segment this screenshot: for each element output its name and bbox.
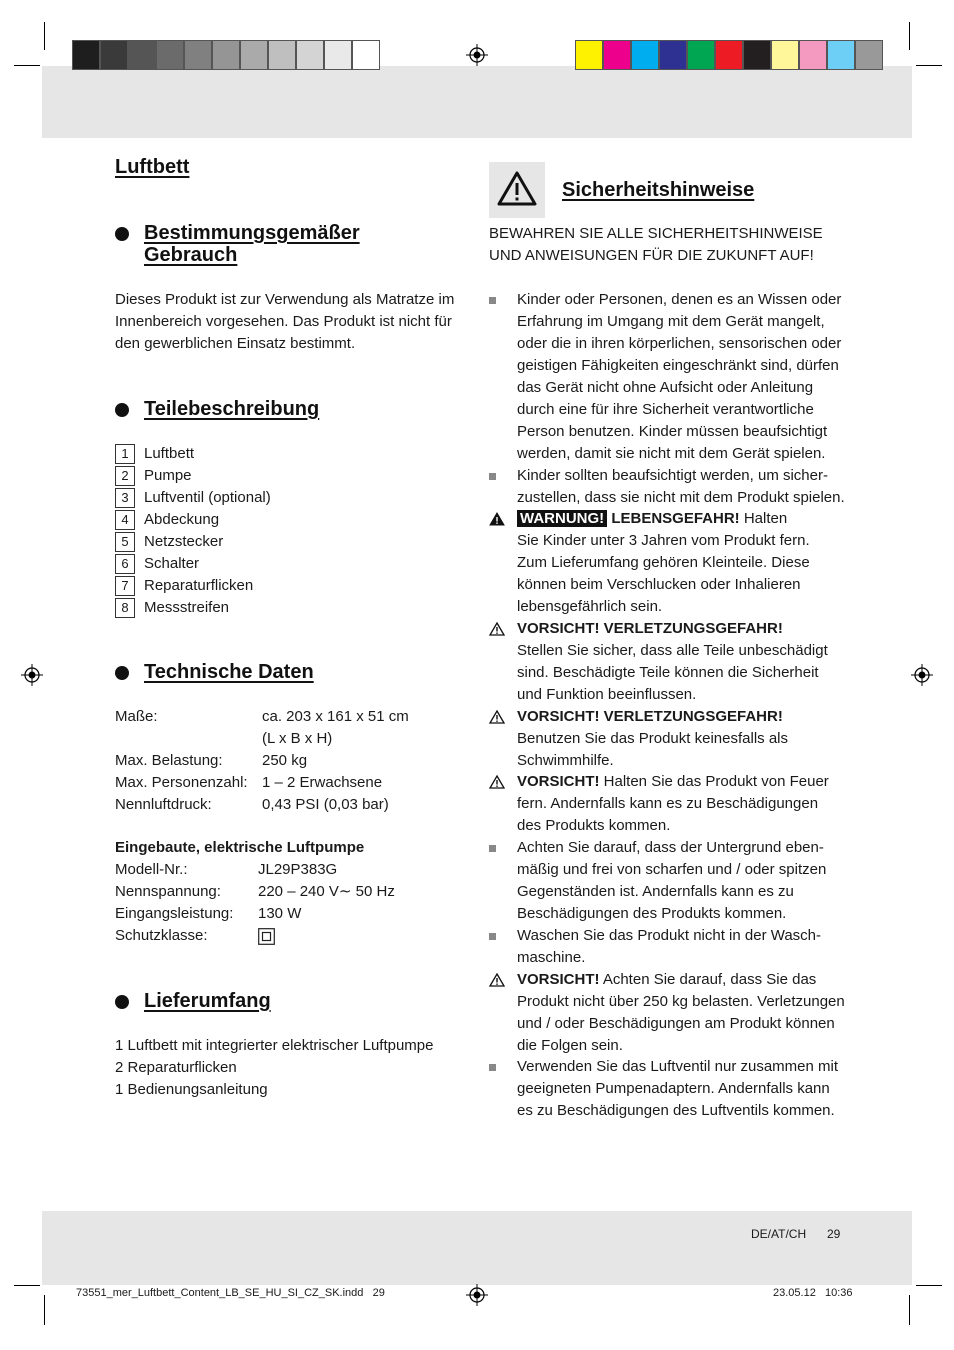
text-line: Achten Sie darauf, dass der Untergrund eben- <box>517 839 824 856</box>
text-line: durch eine für ihre Sicherheit verantwortliche <box>517 401 814 418</box>
registration-mark-icon <box>911 664 933 686</box>
crop-mark <box>44 1295 45 1325</box>
text-line: Sie Kinder unter 3 Jahren vom Produkt fern. <box>517 532 810 549</box>
table-row <box>115 903 475 925</box>
spec-value: 130 W <box>258 905 302 922</box>
safety-text <box>517 925 849 969</box>
warning-label: VORSICHT! <box>517 773 600 790</box>
spec-key: Nennluftdruck: <box>115 796 212 813</box>
part-number: 7 <box>115 576 135 596</box>
list-item <box>489 1056 849 1122</box>
color-swatch <box>296 40 324 70</box>
part-number: 1 <box>115 444 135 464</box>
header-band <box>42 66 912 138</box>
intended-use-heading-line1: Bestimmungsgemäßer <box>144 222 360 244</box>
text-line: fern. Andernfalls kann es zu Beschädigungen <box>517 795 819 812</box>
spec-value: 220 – 240 V∼ 50 Hz <box>258 883 395 900</box>
table-row <box>115 925 475 947</box>
list-item <box>115 553 271 575</box>
intended-use-heading-line2: Gebrauch <box>144 244 238 266</box>
warning-label: VORSICHT! <box>517 971 600 988</box>
warning-triangle-icon <box>489 622 505 636</box>
list-item <box>115 509 271 531</box>
spec-key: Schutzklasse: <box>115 927 208 944</box>
text-line: mäßig und frei von scharfen und / oder spitzen <box>517 861 827 878</box>
list-item <box>115 597 271 619</box>
text-line: geistigen Fähigkeiten eingeschränkt sind, dürfen <box>517 357 839 374</box>
part-label: Netzstecker <box>144 533 224 550</box>
text-line: können beim Verschlucken oder Inhalieren <box>517 576 801 593</box>
text-line: Kinder oder Personen, denen es an Wissen oder <box>517 291 842 308</box>
text-line: zustellen, dass sie nicht mit dem Produkt spielen. <box>517 489 845 506</box>
color-swatch <box>324 40 352 70</box>
warning-tag: WARNUNG! <box>517 510 607 527</box>
section-bullet <box>115 403 129 417</box>
table-row <box>115 728 475 750</box>
color-swatch <box>268 40 296 70</box>
intended-use-text <box>115 289 475 355</box>
part-label: Reparaturflicken <box>144 577 254 594</box>
list-item <box>489 925 849 969</box>
text-line: Waschen Sie das Produkt nicht in der Wasch- <box>517 927 822 944</box>
part-label: Luftbett <box>144 445 195 462</box>
color-scale-bar <box>575 40 883 70</box>
text-line: maschine. <box>517 949 586 966</box>
list-item <box>115 531 271 553</box>
safety-text <box>517 706 849 772</box>
spec-value: ca. 203 x 161 x 51 cm <box>262 708 409 725</box>
footer-date: 23.05.12 10:36 <box>773 1287 853 1299</box>
color-swatch <box>687 40 715 70</box>
tech-table <box>115 706 475 816</box>
safety-text <box>517 1056 849 1122</box>
text-line: es zu Beschädigungen des Luftventils kommen. <box>517 1102 835 1119</box>
scope-list <box>115 1035 475 1101</box>
list-item <box>115 575 271 597</box>
spec-key: Nennspannung: <box>115 883 221 900</box>
table-row <box>115 750 475 772</box>
square-bullet-icon <box>489 297 496 304</box>
table-row <box>115 859 475 881</box>
list-item <box>489 618 849 706</box>
crop-mark <box>909 22 910 50</box>
part-number: 6 <box>115 554 135 574</box>
section-bullet <box>115 995 129 1009</box>
safety-text <box>517 969 849 1057</box>
color-swatch <box>743 40 771 70</box>
list-item <box>489 465 849 509</box>
spec-key: Maße: <box>115 708 158 725</box>
table-row <box>115 794 475 816</box>
spec-key: Max. Belastung: <box>115 752 223 769</box>
text-line: des Produkts kommen. <box>517 817 671 834</box>
square-bullet-icon <box>489 473 496 480</box>
section-bullet <box>115 666 129 680</box>
safety-intro <box>489 223 849 267</box>
crop-mark <box>916 1285 942 1286</box>
color-swatch <box>799 40 827 70</box>
color-swatch <box>855 40 883 70</box>
registration-mark-icon <box>466 44 488 66</box>
text-line: Schwimmhilfe. <box>517 752 614 769</box>
color-swatch <box>659 40 687 70</box>
page-title: Luftbett <box>115 156 190 178</box>
text-line: das Gerät nicht ohne Aufsicht oder Anleitung <box>517 379 814 396</box>
text-line: UND ANWEISUNGEN FÜR DIE ZUKUNFT AUF! <box>489 247 814 264</box>
spec-value: 0,43 PSI (0,03 bar) <box>262 796 389 813</box>
color-swatch <box>715 40 743 70</box>
text-line: den gewerblichen Einsatz bestimmt. <box>115 335 356 352</box>
warning-box <box>489 162 545 218</box>
spec-key: Eingangsleistung: <box>115 905 234 922</box>
square-bullet-icon <box>489 845 496 852</box>
text-line: lebensgefährlich sein. <box>517 598 663 615</box>
color-swatch <box>631 40 659 70</box>
list-item <box>115 487 271 509</box>
registration-mark-icon <box>21 664 43 686</box>
color-swatch <box>575 40 603 70</box>
spec-value: 1 – 2 Erwachsene <box>262 774 383 791</box>
spec-key: Modell-Nr.: <box>115 861 188 878</box>
footer-file: 73551_mer_Luftbett_Content_LB_SE_HU_SI_CZ_SK.indd 29 <box>76 1287 385 1299</box>
text-line: VORSICHT! Halten Sie das Produkt von Feuer <box>517 773 829 790</box>
text-line: VORSICHT! Achten Sie darauf, dass Sie das <box>517 971 817 988</box>
text-line: Kinder sollten beaufsichtigt werden, um sicher- <box>517 467 828 484</box>
text-line: Zum Lieferumfang gehören Kleinteile. Diese <box>517 554 810 571</box>
safety-text <box>517 465 849 509</box>
warning-triangle-icon <box>489 710 505 724</box>
part-number: 3 <box>115 488 135 508</box>
text-line: Beschädigungen des Produkts kommen. <box>517 905 787 922</box>
spec-value: JL29P383G <box>258 861 338 878</box>
crop-mark <box>44 22 45 50</box>
part-label: Messstreifen <box>144 599 230 616</box>
text-line: oder die in ihren körperlichen, sensorischen oder <box>517 335 842 352</box>
list-item: 1 Bedienungsanleitung <box>115 1081 268 1098</box>
color-swatch <box>603 40 631 70</box>
square-bullet-icon <box>489 1064 496 1071</box>
tech-heading: Technische Daten <box>144 661 314 683</box>
pump-heading: Eingebaute, elektrische Luftpumpe <box>115 839 365 856</box>
square-bullet-icon <box>489 933 496 940</box>
crop-mark <box>909 1295 910 1325</box>
footer-region: DE/AT/CH <box>751 1227 807 1241</box>
text-line: Erfahrung im Umgang mit dem Gerät mangelt, <box>517 313 825 330</box>
text-line: Person benutzen. Kinder müssen beaufsichtigt <box>517 423 828 440</box>
safety-text <box>517 508 849 618</box>
text-line: Innenbereich vorgesehen. Das Produkt ist nicht für <box>115 313 452 330</box>
text-line: Stellen Sie sicher, dass alle Teile unbeschädigt <box>517 642 828 659</box>
color-swatch <box>72 40 100 70</box>
list-item <box>489 771 849 837</box>
list-item <box>489 289 849 465</box>
color-swatch <box>240 40 268 70</box>
footer-band <box>42 1211 912 1285</box>
text-line: Gegenständen ist. Andernfalls kann es zu <box>517 883 794 900</box>
text-line: sind. Beschädigte Teile können die Sicherheit <box>517 664 819 681</box>
part-label: Abdeckung <box>144 511 220 528</box>
part-number: 8 <box>115 598 135 618</box>
warning-triangle-icon <box>489 162 545 218</box>
list-item <box>489 837 849 925</box>
text-line <box>517 618 849 640</box>
text-line: werden, damit sie nicht mit dem Gerät spielen. <box>517 445 826 462</box>
safety-heading: Sicherheitshinweise <box>562 179 755 201</box>
safety-text <box>517 289 849 465</box>
list-item: 1 Luftbett mit integrierter elektrischer Luftpumpe <box>115 1037 434 1054</box>
list-item <box>115 465 271 487</box>
intended-use-heading <box>144 222 360 266</box>
gray-scale-bar <box>72 40 380 70</box>
part-label: Schalter <box>144 555 200 572</box>
scope-heading: Lieferumfang <box>144 990 271 1012</box>
color-swatch <box>771 40 799 70</box>
part-label: Luftventil (optional) <box>144 489 271 506</box>
table-row <box>115 881 475 903</box>
list-item <box>489 969 849 1057</box>
part-label: Pumpe <box>144 467 192 484</box>
color-swatch <box>128 40 156 70</box>
parts-heading: Teilebeschreibung <box>144 398 320 420</box>
text-line: Verwenden Sie das Luftventil nur zusammen mit <box>517 1058 838 1075</box>
text-line <box>517 706 849 728</box>
registration-mark-icon <box>466 1284 488 1306</box>
text-line: WARNUNG! LEBENSGEFAHR! Halten <box>517 508 849 530</box>
part-number: 4 <box>115 510 135 530</box>
text-line: Dieses Produkt ist zur Verwendung als Matratze im <box>115 291 455 308</box>
color-swatch <box>100 40 128 70</box>
list-item <box>489 508 849 618</box>
text-line: geeigneten Pumpenadaptern. Andernfalls kann <box>517 1080 830 1097</box>
color-swatch <box>827 40 855 70</box>
warning-triangle-icon <box>489 973 505 987</box>
color-swatch <box>212 40 240 70</box>
warning-triangle-icon <box>489 512 505 526</box>
spec-value: 250 kg <box>262 752 308 769</box>
crop-mark <box>916 65 942 66</box>
safety-text <box>517 618 849 706</box>
color-swatch <box>352 40 380 70</box>
page-number: 29 <box>827 1227 841 1241</box>
table-row <box>115 706 475 728</box>
list-item <box>489 706 849 772</box>
color-swatch <box>156 40 184 70</box>
crop-mark <box>14 65 40 66</box>
part-number: 2 <box>115 466 135 486</box>
part-number: 5 <box>115 532 135 552</box>
class-ii-icon <box>258 928 275 945</box>
list-item <box>115 443 271 465</box>
crop-mark <box>14 1285 40 1286</box>
warning-label: VORSICHT! VERLETZUNGSGEFAHR! <box>517 620 783 637</box>
spec-key: Max. Personenzahl: <box>115 774 248 791</box>
pump-table <box>115 859 475 947</box>
color-swatch <box>184 40 212 70</box>
table-row <box>115 772 475 794</box>
spec-value: (L x B x H) <box>262 730 333 747</box>
warning-label: LEBENSGEFAHR! <box>611 510 740 527</box>
text-line: Produkt nicht über 250 kg belasten. Verletzungen <box>517 993 845 1010</box>
text-line: BEWAHREN SIE ALLE SICHERHEITSHINWEISE <box>489 225 823 242</box>
warning-triangle-icon <box>489 775 505 789</box>
section-bullet <box>115 227 129 241</box>
safety-text <box>517 837 849 925</box>
text-line: Benutzen Sie das Produkt keinesfalls als <box>517 730 788 747</box>
parts-list <box>115 443 271 619</box>
warning-label: VORSICHT! VERLETZUNGSGEFAHR! <box>517 708 783 725</box>
text-line: und Funktion beeinflussen. <box>517 686 697 703</box>
text-line: und / oder Beschädigungen am Produkt können <box>517 1015 835 1032</box>
list-item: 2 Reparaturflicken <box>115 1059 237 1076</box>
safety-text <box>517 771 849 837</box>
text-line: die Folgen sein. <box>517 1037 623 1054</box>
